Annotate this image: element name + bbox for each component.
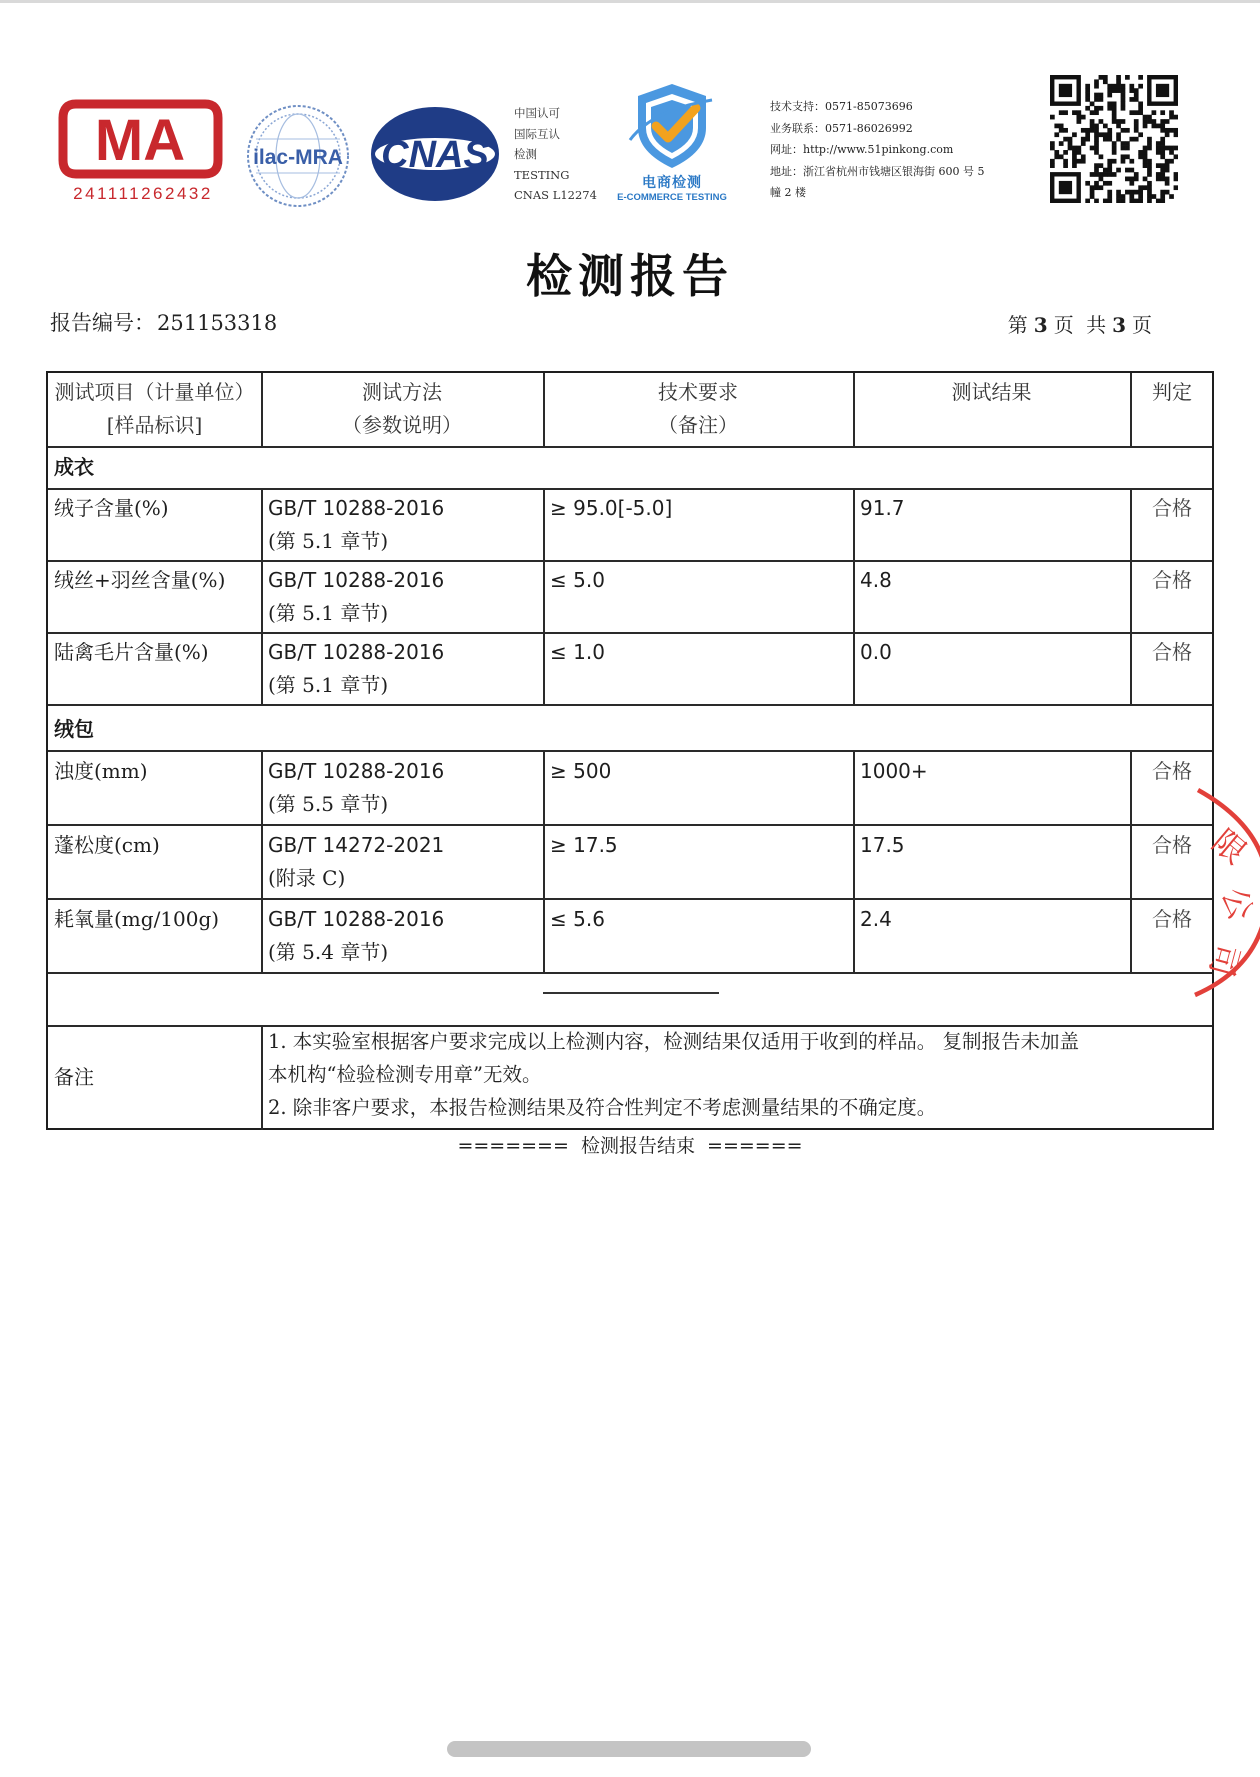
result: 91.7 [860, 496, 905, 520]
requirement: ≥ 17.5 [550, 833, 618, 857]
verdict: 合格 [1152, 496, 1192, 520]
header-requirement [543, 376, 853, 442]
row-divider [48, 704, 1212, 706]
verdict: 合格 [1152, 759, 1192, 783]
row-divider [48, 750, 1212, 752]
requirement: ≥ 95.0[-5.0] [550, 496, 673, 520]
method-clause: (第 5.4 章节) [268, 940, 389, 964]
requirement: ≥ 500 [550, 759, 612, 783]
report-end-marker: ======= 检测报告结束 ====== [457, 1135, 803, 1157]
header-line: （备注） [658, 413, 738, 437]
svg-text:限: 限 [1204, 822, 1254, 872]
test-method: GB/T 10288-2016 [268, 640, 445, 664]
method-clause: (第 5.1 章节) [268, 601, 389, 625]
page-prefix: 第 [1007, 313, 1028, 337]
test-item: 陆禽毛片含量(%) [54, 640, 209, 664]
verdict: 合格 [1152, 640, 1192, 664]
result: 2.4 [860, 907, 892, 931]
ilac-mra-logo [245, 103, 351, 209]
home-indicator[interactable] [447, 1741, 811, 1757]
method-clause: (附录 C) [268, 866, 346, 890]
page-mid: 页 共 [1053, 313, 1107, 337]
test-method: GB/T 14272-2021 [268, 833, 445, 857]
header-test-item [48, 376, 261, 442]
ilac-globe-icon [245, 103, 351, 209]
qr-code-icon [1050, 75, 1178, 203]
row-divider [48, 972, 1212, 974]
ca-line: 国际互认 [514, 126, 560, 141]
method-clause: (第 5.5 章节) [268, 792, 389, 816]
test-method: GB/T 10288-2016 [268, 496, 445, 520]
row-divider [48, 446, 1212, 448]
requirement: ≤ 1.0 [550, 640, 605, 664]
top-border [0, 0, 1260, 3]
result: 0.0 [860, 640, 892, 664]
blank-row-divider [543, 992, 719, 994]
result: 1000+ [860, 759, 928, 783]
qr-code[interactable] [1050, 75, 1178, 203]
requirement: ≤ 5.6 [550, 907, 605, 931]
ca-line: 中国认可 [514, 106, 560, 120]
verdict: 合格 [1152, 907, 1192, 931]
svg-text:公: 公 [1214, 882, 1260, 925]
svg-text:司: 司 [1201, 939, 1247, 981]
header-verdict [1130, 376, 1214, 409]
col-divider [261, 1025, 263, 1130]
shield-cn-text: 电商检测 [642, 175, 702, 191]
address-line-2: 幢 2 楼 [770, 186, 806, 199]
page-indicator [1008, 309, 1152, 338]
test-item: 浊度(mm) [54, 759, 148, 783]
cma-mark-icon [58, 96, 223, 182]
col-divider [261, 750, 263, 972]
test-method: GB/T 10288-2016 [268, 568, 445, 592]
ilac-text: ilac-MRA [253, 146, 343, 169]
cnas-logo [368, 104, 502, 204]
notes-label: 备注 [54, 1065, 94, 1089]
test-item: 绒丝+羽丝含量(%) [54, 568, 226, 592]
page-current: 3 [1033, 313, 1048, 337]
col-divider [853, 488, 855, 704]
header-line: （参数说明） [342, 413, 462, 437]
col-divider [853, 750, 855, 972]
note-line: 本机构“检验检测专用章”无效。 [268, 1063, 542, 1086]
requirement: ≤ 5.0 [550, 568, 605, 592]
company-seal [1150, 770, 1260, 1010]
header-line: 测试方法 [362, 380, 442, 404]
report-title: 检测报告 [526, 249, 734, 303]
test-method: GB/T 10288-2016 [268, 907, 445, 931]
cnas-mark-icon [368, 104, 502, 204]
website-line: 网址：http://www.51pinkong.com [770, 143, 954, 156]
cma-number: 241111262432 [73, 184, 213, 203]
svg-text:MA: MA [94, 108, 186, 173]
report-number-value: 251153318 [157, 311, 278, 335]
verdict: 合格 [1152, 568, 1192, 592]
page-total: 3 [1112, 313, 1126, 337]
notes [268, 1025, 1208, 1124]
row-divider [48, 488, 1212, 490]
page-suffix: 页 [1132, 313, 1152, 337]
verdict: 合格 [1152, 833, 1192, 857]
header-line: 测试项目（计量单位） [54, 380, 255, 404]
col-divider [543, 750, 545, 972]
header-result [853, 376, 1130, 409]
method-clause: (第 5.1 章节) [268, 673, 389, 697]
header-line: 技术要求 [658, 380, 738, 404]
ecommerce-testing-logo [612, 80, 732, 205]
header-test-method [261, 376, 543, 442]
ca-line: TESTING [514, 167, 570, 182]
row-divider [48, 824, 1212, 826]
header-line: [样品标识] [106, 413, 203, 437]
header-line: 判定 [1152, 380, 1192, 404]
row-divider [48, 898, 1212, 900]
col-divider [261, 488, 263, 704]
section-garment: 成衣 [54, 455, 94, 479]
test-item: 绒子含量(%) [54, 496, 169, 520]
report-number-label: 报告编号： [50, 311, 155, 335]
note-line: 2. 除非客户要求，本报告检测结果及符合性判定不考虑测量结果的不确定度。 [268, 1096, 937, 1119]
business-line: 业务联系：0571-86026992 [770, 121, 913, 135]
result: 4.8 [860, 568, 892, 592]
results-table [46, 371, 1214, 1130]
row-divider [48, 560, 1212, 562]
contact-info [770, 96, 1030, 204]
row-divider [48, 632, 1212, 634]
address-line: 地址：浙江省杭州市钱塘区银海街 600 号 5 [770, 164, 985, 178]
test-method: GB/T 10288-2016 [268, 759, 445, 783]
cma-logo [58, 96, 223, 208]
ca-line: 检测 [514, 147, 537, 161]
section-down-pack: 绒包 [54, 717, 94, 741]
report-number [48, 307, 277, 337]
seal-icon [1150, 770, 1260, 1010]
note-line: 1. 本实验室根据客户要求完成以上检测内容，检测结果仅适用于收到的样品。 复制报告未加盖 [268, 1030, 1080, 1053]
tech-support-line: 技术支持：0571-85073696 [770, 100, 913, 113]
result: 17.5 [860, 833, 905, 857]
cnas-text: CNAS [381, 134, 489, 176]
test-item: 蓬松度(cm) [54, 833, 160, 857]
method-clause: (第 5.1 章节) [268, 529, 389, 553]
test-item: 耗氧量(mg/100g) [54, 907, 220, 931]
ca-line: CNAS L12274 [514, 188, 597, 202]
shield-en-text: E-COMMERCE TESTING [617, 192, 727, 203]
accreditation-text [514, 103, 606, 206]
col-divider [543, 488, 545, 704]
header-line: 测试结果 [951, 380, 1032, 404]
shield-check-icon [612, 80, 732, 175]
